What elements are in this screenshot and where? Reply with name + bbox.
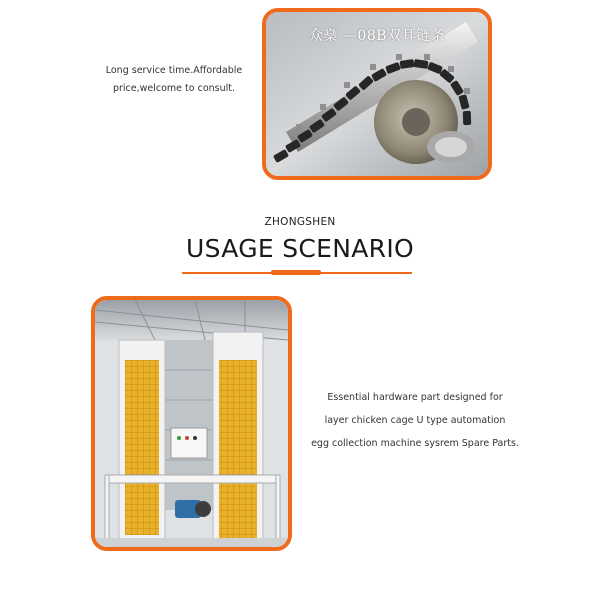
product-description	[96, 62, 252, 98]
description-line: Essential hardware part designed for	[327, 392, 503, 403]
usage-description	[300, 386, 530, 455]
description-line: egg collection machine sysrem Spare Parts.	[311, 438, 519, 449]
description-line: price,welcome to consult.	[112, 83, 236, 94]
section-title: USAGE SCENARIO	[186, 234, 414, 263]
description-line: layer chicken cage U type automation	[324, 415, 506, 426]
brand-label: ZHONGSHEN	[264, 216, 336, 228]
egg-collection-machine-image	[95, 300, 288, 547]
photo-caption: 众燊 —08B双耳链条	[308, 28, 446, 44]
description-line: Long service time.Affordable	[105, 65, 243, 76]
chain-product-photo	[262, 8, 492, 180]
title-divider-accent	[271, 270, 321, 275]
cage-scenario-photo	[91, 296, 292, 551]
